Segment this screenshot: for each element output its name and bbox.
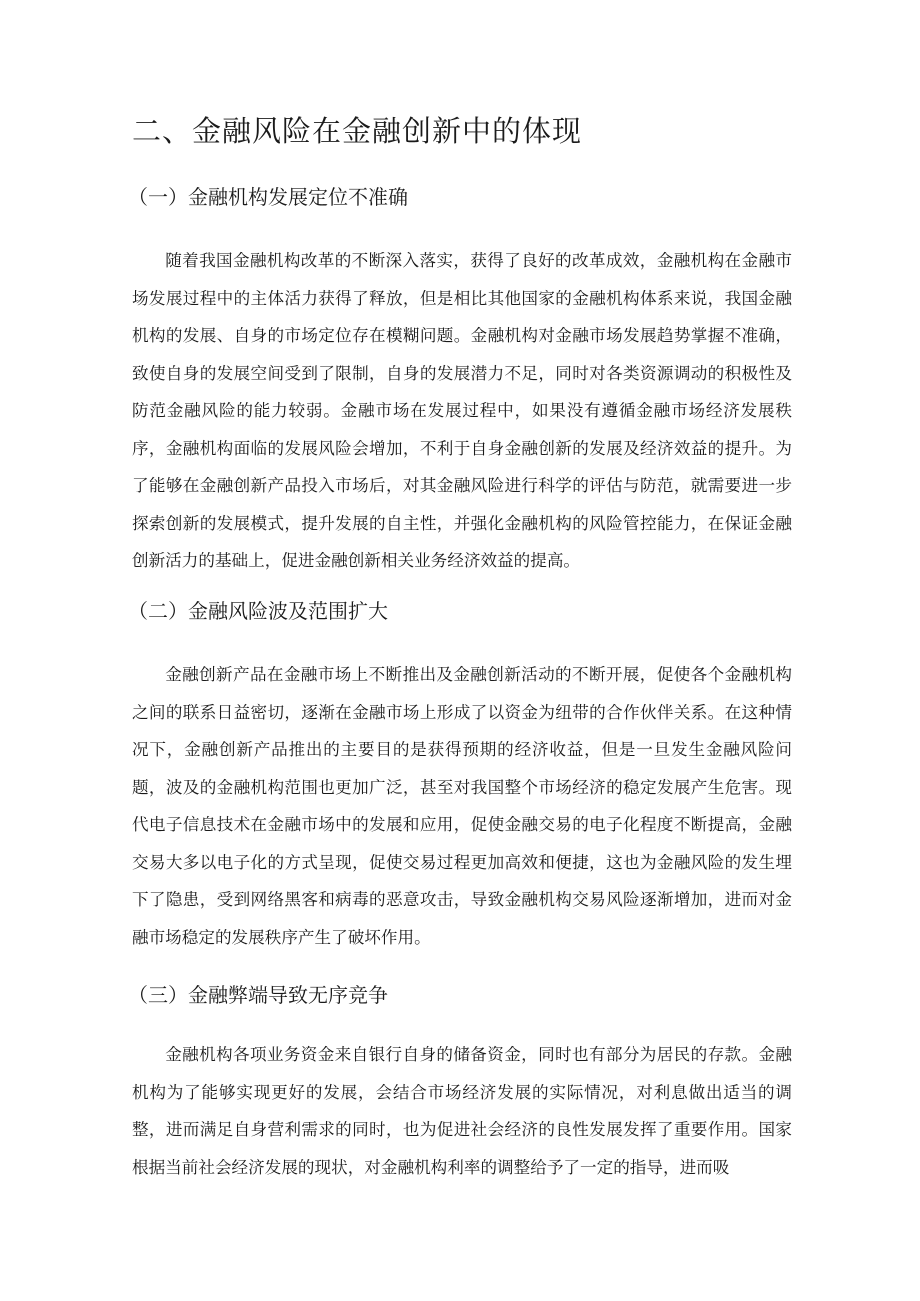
page-title: 二、金融风险在金融创新中的体现 [132,114,583,148]
section-paragraph-3: 金融机构各项业务资金来自银行自身的储备资金，同时也有部分为居民的存款。金融机构为了能够实现更好的发展，会结合市场经济发展的实际情况，对利息做出适当的调整，进而满足自身营利需求的同时，也为促进社会经济的良性发展发挥了重要作用。国家根据当前社会经济发展的现状，对金融机构利率的调整给予了一定的指导，进而吸 [132,1045,792,1177]
section-heading-2: （二）金融风险波及范围扩大 [128,599,388,623]
section-heading-3: （三）金融弊端导致无序竞争 [128,983,388,1007]
section-heading-1: （一）金融机构发展定位不准确 [128,185,408,209]
section-paragraph-2: 金融创新产品在金融市场上不断推出及金融创新活动的不断开展，促使各个金融机构之间的联系日益密切，逐渐在金融市场上形成了以资金为纽带的合作伙伴关系。在这种情况下，金融创新产品推出的主要目的是获得预期的经济收益，但是一旦发生金融风险问题，波及的金融机构范围也更加广泛，甚至对我国整个市场经济的稳定发展产生危害。现代电子信息技术在金融市场中的发展和应用，促使金融交易的电子化程度不断提高，金融交易大多以电子化的方式呈现，促使交易过程更加高效和便捷，这也为金融风险的发生埋下了隐患，受到网络黑客和病毒的恶意攻击，导致金融机构交易风险逐渐增加，进而对金融市场稳定的发展秩序产生了破坏作用。 [132,665,792,947]
section-paragraph-1: 随着我国金融机构改革的不断深入落实，获得了良好的改革成效，金融机构在金融市场发展过程中的主体活力获得了释放，但是相比其他国家的金融机构体系来说，我国金融机构的发展、自身的市场定位存在模糊问题。金融机构对金融市场发展趋势掌握不准确，致使自身的发展空间受到了限制，自身的发展潜力不足，同时对各类资源调动的积极性及防范金融风险的能力较弱。金融市场在发展过程中，如果没有遵循金融市场经济发展秩序，金融机构面临的发展风险会增加，不利于自身金融创新的发展及经济效益的提升。为了能够在金融创新产品投入市场后，对其金融风险进行科学的评估与防范，就需要进一步探索创新的发展模式，提升发展的自主性，并强化金融机构的风险管控能力，在保证金融创新活力的基础上，促进金融创新相关业务经济效益的提高。 [132,251,792,570]
